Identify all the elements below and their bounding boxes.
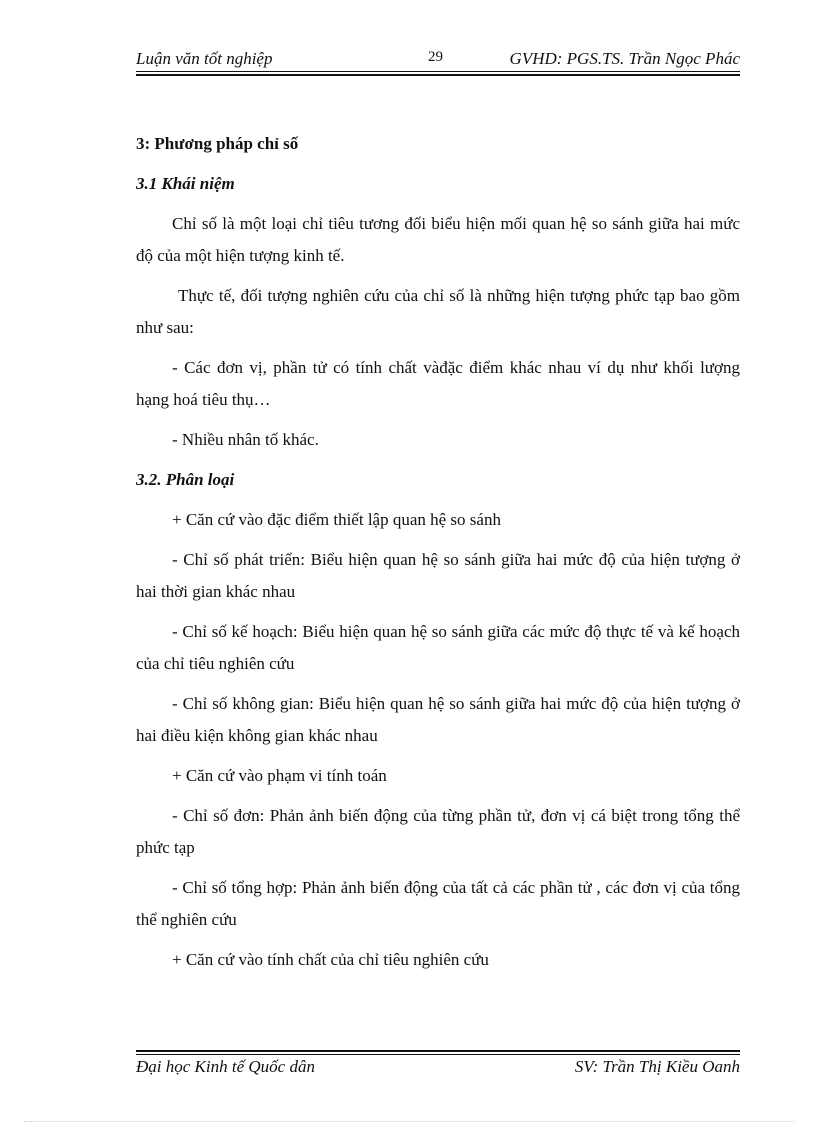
footer-rule-thick: [136, 1050, 740, 1052]
paragraph-definition: Chỉ số là một loại chỉ tiêu tương đối biểu hiện mối quan hệ so sánh giữa hai mức độ của một hiện tượng kinh tế.: [136, 214, 740, 265]
paragraph-plan-index: - Chỉ số kế hoạch: Biểu hiện quan hệ so sánh giữa các mức độ thực tế và kế hoạch của chỉ tiêu nghiên cứu: [136, 622, 740, 673]
page-number: 29: [428, 49, 443, 65]
paragraph-research-object: Thực tế, đối tượng nghiên cứu của chỉ số là những hiện tượng phức tạp bao gồm như sau:: [136, 286, 740, 337]
page-body: [136, 128, 740, 984]
paragraph-composite-index: - Chỉ số tổng hợp: Phản ảnh biến động của tất cả các phần tử , các đơn vị của tổng thể nghiên cứu: [136, 878, 740, 929]
header-advisor: GVHD: PGS.TS. Trần Ngọc Phác: [509, 49, 740, 68]
header-thesis-title: Luận văn tốt nghiệp: [136, 49, 273, 68]
footer-university: Đại học Kinh tế Quốc dân: [136, 1057, 315, 1076]
paragraph-basis-scope: + Căn cứ vào phạm vi tính toán: [172, 766, 387, 785]
subsection-heading-3-2: 3.2. Phân loại: [136, 470, 235, 489]
header-rule-thick: [136, 74, 740, 76]
paragraph-single-index: - Chỉ số đơn: Phản ảnh biến động của từng phần tử, đơn vị cá biệt trong tổng thể phức tạp: [136, 806, 740, 857]
paragraph-bullet-units: - Các đơn vị, phần tử có tính chất vàđặc điểm khác nhau ví dụ như khối lượng hạng hoá tiêu thụ…: [136, 358, 740, 409]
footer-student: SV: Trần Thị Kiều Oanh: [574, 1057, 740, 1076]
footer-rule-thin: [136, 1054, 740, 1055]
section-heading-3: 3: Phương pháp chỉ số: [136, 134, 299, 153]
header-rule-thin: [136, 71, 740, 72]
page-footer: [136, 1056, 740, 1078]
paragraph-bullet-factors: - Nhiều nhân tố khác.: [172, 430, 319, 449]
page-edge-divider: [24, 1121, 794, 1122]
paragraph-basis-nature: + Căn cứ vào tính chất của chỉ tiêu nghiên cứu: [172, 950, 489, 969]
page-header: [136, 48, 740, 70]
subsection-heading-3-1: 3.1 Khái niệm: [136, 174, 235, 193]
paragraph-space-index: - Chỉ số không gian: Biểu hiện quan hệ so sánh giữa hai mức độ của hiện tượng ở hai điều kiện không gian khác nhau: [136, 694, 740, 745]
paragraph-development-index: - Chỉ số phát triển: Biểu hiện quan hệ so sánh giữa hai mức độ của hiện tượng ở hai thời gian khác nhau: [136, 550, 740, 601]
paragraph-basis-comparison: + Căn cứ vào đặc điểm thiết lập quan hệ so sánh: [172, 510, 501, 529]
